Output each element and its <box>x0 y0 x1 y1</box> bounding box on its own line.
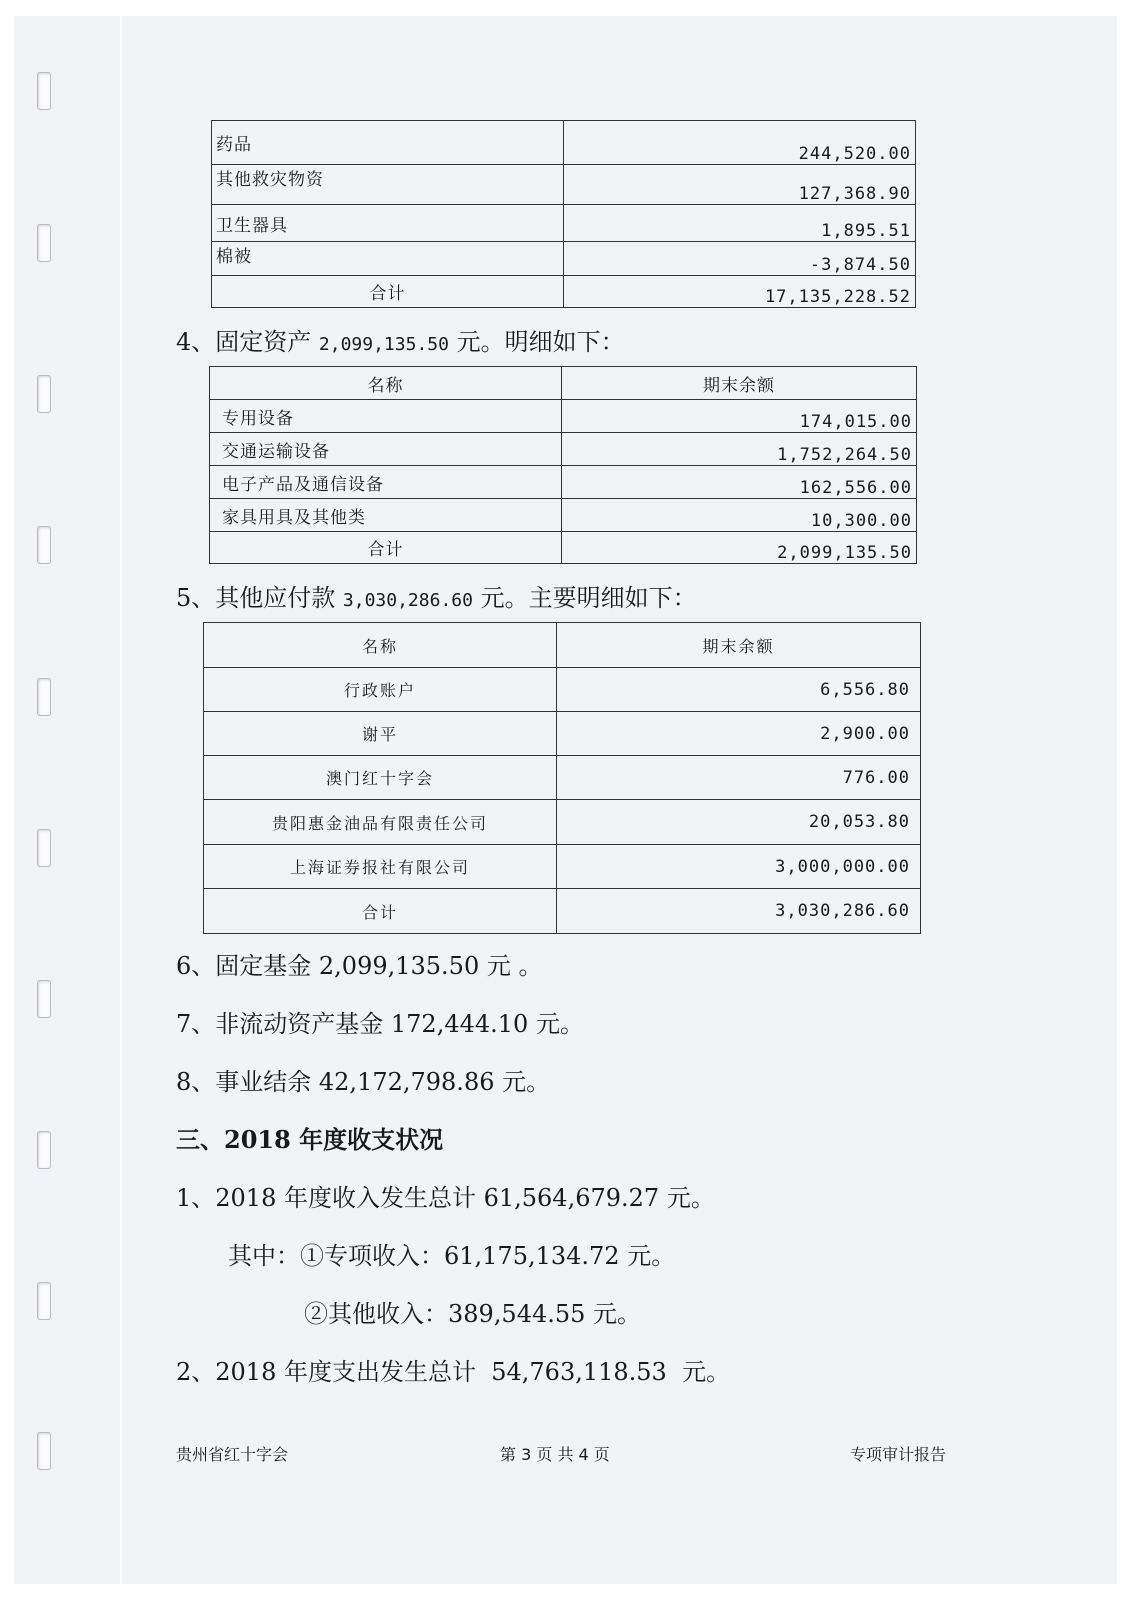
row-value: -3,874.50 <box>564 242 916 276</box>
fixed-assets-amount: 2,099,135.50 <box>318 334 449 355</box>
expense-total-line: 2、2018 年度支出发生总计 54,763,118.53 元。 <box>176 1358 731 1386</box>
binder-hole <box>37 526 51 564</box>
header-value: 期末余额 <box>557 623 921 668</box>
row-name: 家具用具及其他类 <box>210 499 562 532</box>
special-income-line: 其中：①专项收入：61,175,134.72 元。 <box>228 1242 676 1270</box>
row-value: 2,900.00 <box>557 712 921 756</box>
row-value: 162,556.00 <box>562 466 917 499</box>
row-name: 其他救灾物资 <box>212 165 564 205</box>
header-name: 名称 <box>210 367 562 400</box>
non-current-asset-fund-line: 7、非流动资产基金 172,444.10 元。 <box>176 1010 584 1038</box>
table-row <box>212 165 916 205</box>
table-header-row <box>210 367 917 400</box>
binder-hole <box>37 375 51 413</box>
row-name: 澳门红十字会 <box>204 756 557 800</box>
row-name: 交通运输设备 <box>210 433 562 466</box>
binder-crease <box>120 16 122 1584</box>
row-name: 电子产品及通信设备 <box>210 466 562 499</box>
binder-hole <box>37 1432 51 1470</box>
business-surplus-line: 8、事业结余 42,172,798.86 元。 <box>176 1068 551 1096</box>
binder-hole <box>37 1282 51 1320</box>
table-row <box>210 499 917 532</box>
row-name: 行政账户 <box>204 668 557 712</box>
inventory-table <box>211 120 916 308</box>
table-row <box>212 205 916 242</box>
fixed-assets-table <box>209 366 917 564</box>
other-payables-heading <box>176 578 697 613</box>
table-total-row <box>210 532 917 564</box>
binder-hole <box>37 829 51 867</box>
total-label: 合计 <box>212 276 564 308</box>
page-number: 第 3 页 共 4 页 <box>500 1445 610 1464</box>
total-label: 合计 <box>204 889 557 934</box>
row-name: 谢平 <box>204 712 557 756</box>
other-payables-suffix: 元。主要明细如下： <box>472 584 697 612</box>
table-row <box>204 712 921 756</box>
total-value: 3,030,286.60 <box>557 889 921 934</box>
row-value: 127,368.90 <box>564 165 916 205</box>
table-row <box>210 466 917 499</box>
table-row <box>204 668 921 712</box>
row-value: 20,053.80 <box>557 800 921 845</box>
table-total-row <box>212 276 916 308</box>
table-row <box>210 400 917 433</box>
row-name: 卫生器具 <box>212 205 564 242</box>
table-row <box>204 800 921 845</box>
other-payables-prefix: 5、其他应付款 <box>176 584 343 612</box>
binder-hole <box>37 678 51 716</box>
table-row <box>212 242 916 276</box>
binder-hole <box>37 72 51 110</box>
binder-hole <box>37 980 51 1018</box>
row-value: 10,300.00 <box>562 499 917 532</box>
other-income-line: ②其他收入：389,544.55 元。 <box>304 1300 642 1328</box>
footer-organization: 贵州省红十字会 <box>176 1445 289 1464</box>
other-payables-amount: 3,030,286.60 <box>342 590 473 611</box>
fixed-assets-prefix: 4、固定资产 <box>176 328 319 356</box>
table-total-row <box>204 889 921 934</box>
header-name: 名称 <box>204 623 557 668</box>
other-payables-table <box>203 622 921 934</box>
section-heading: 三、2018 年度收支状况 <box>176 1125 444 1154</box>
binder-hole <box>37 1131 51 1169</box>
row-value: 1,752,264.50 <box>562 433 917 466</box>
table-row <box>204 756 921 800</box>
row-value: 3,000,000.00 <box>557 845 921 889</box>
row-name: 专用设备 <box>210 400 562 433</box>
fixed-assets-suffix: 元。明细如下： <box>448 328 625 356</box>
row-name: 贵阳惠金油品有限责任公司 <box>204 800 557 845</box>
table-row <box>210 433 917 466</box>
table-row <box>212 121 916 165</box>
row-name: 药品 <box>212 121 564 165</box>
fixed-assets-heading <box>176 322 625 357</box>
row-name: 上海证券报社有限公司 <box>204 845 557 889</box>
row-name: 棉被 <box>212 242 564 276</box>
table-row <box>204 845 921 889</box>
binder-hole <box>37 224 51 262</box>
total-value: 17,135,228.52 <box>564 276 916 308</box>
header-value: 期末余额 <box>562 367 917 400</box>
row-value: 6,556.80 <box>557 668 921 712</box>
row-value: 1,895.51 <box>564 205 916 242</box>
total-value: 2,099,135.50 <box>562 532 917 564</box>
row-value: 776.00 <box>557 756 921 800</box>
table-header-row <box>204 623 921 668</box>
income-total-line: 1、2018 年度收入发生总计 61,564,679.27 元。 <box>176 1184 715 1212</box>
total-label: 合计 <box>210 532 562 564</box>
footer-report-title: 专项审计报告 <box>850 1445 947 1464</box>
row-value: 244,520.00 <box>564 121 916 165</box>
fixed-fund-line: 6、固定基金 2,099,135.50 元 。 <box>176 952 543 980</box>
row-value: 174,015.00 <box>562 400 917 433</box>
